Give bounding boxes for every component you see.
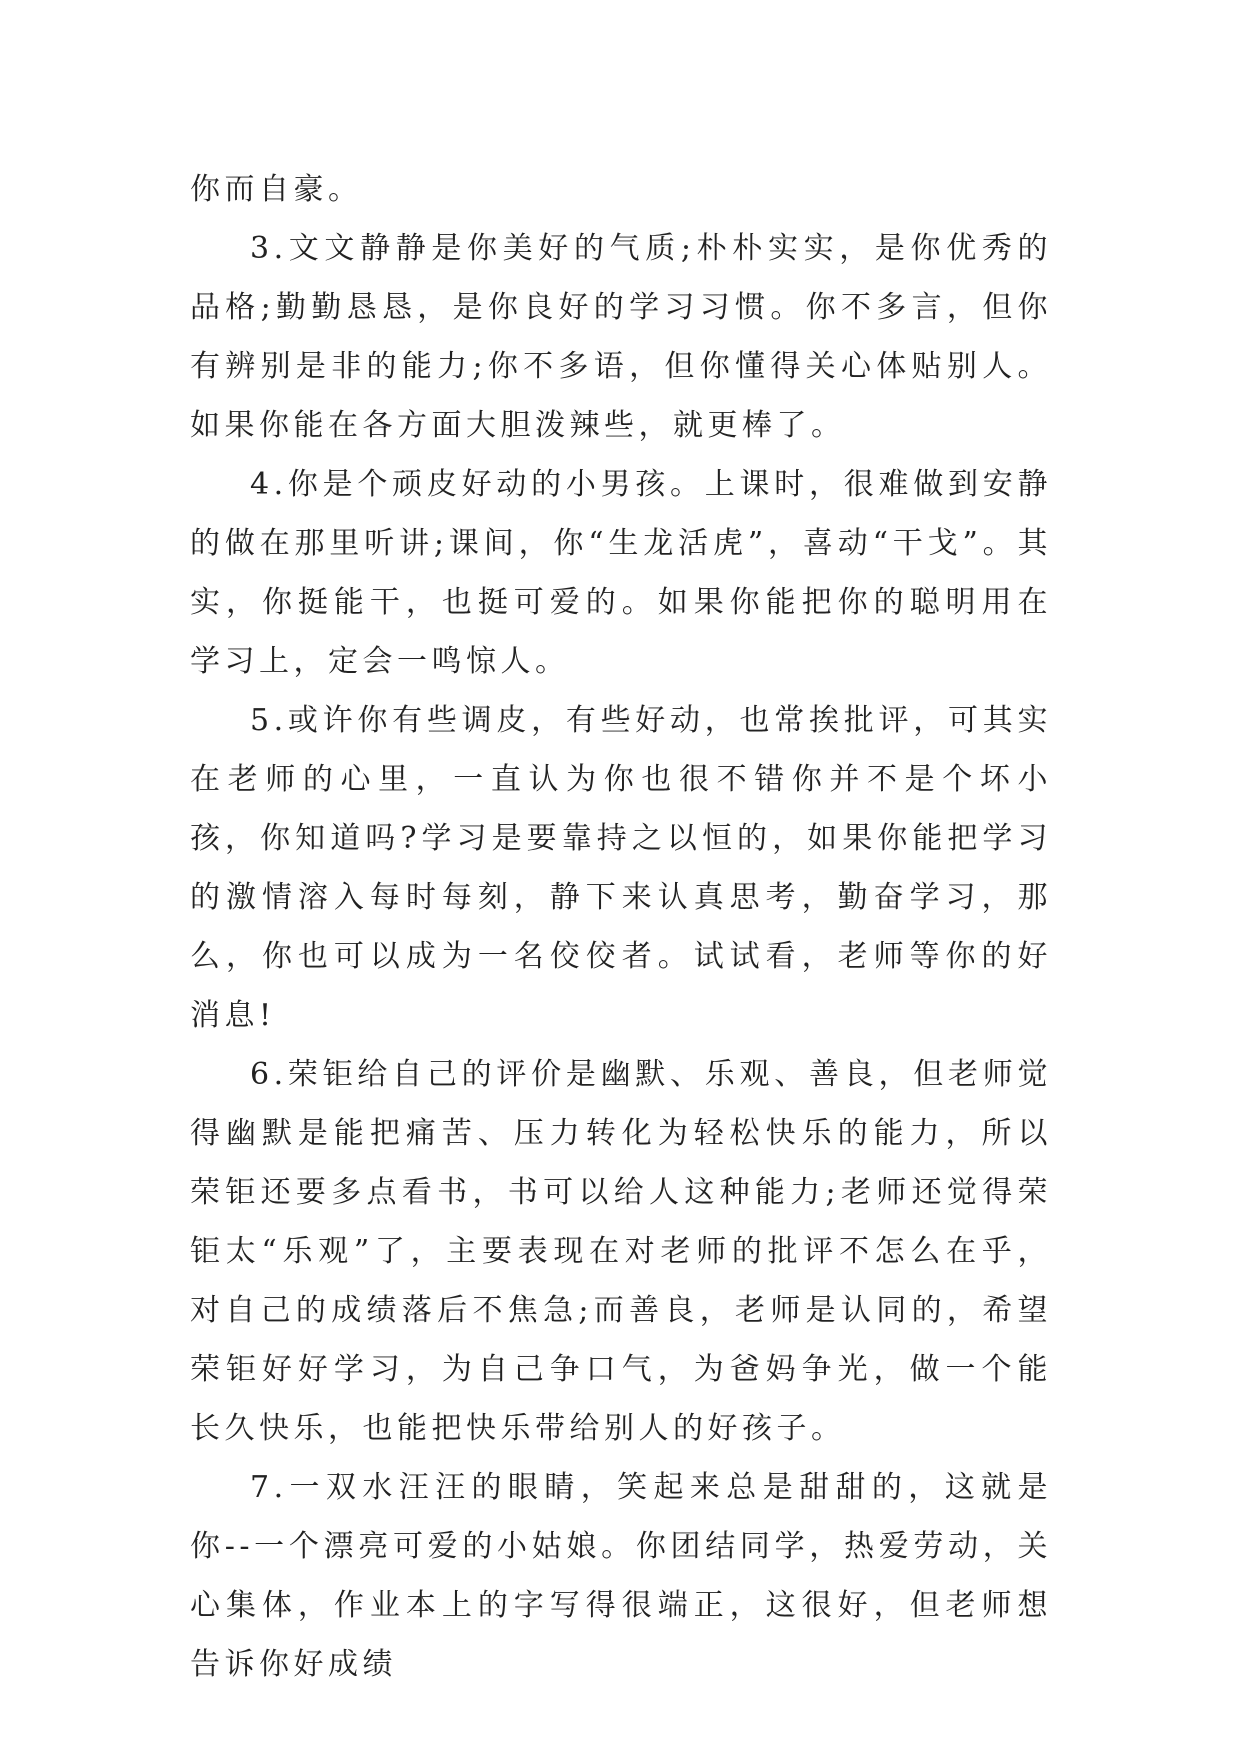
paragraph-item-6: 6.荣钜给自己的评价是幽默、乐观、善良，但老师觉得幽默是能把痛苦、压力转化为轻松快乐的能力，所以荣钜还要多点看书，书可以给人这种能力;老师还觉得荣钜太“乐观”了，主要表现在对老师的批评不怎么在乎，对自己的成绩落后不焦急;而善良，老师是认同的，希望荣钜好好学习，为自己争口气，为爸妈争光，做一个能长久快乐，也能把快乐带给别人的好孩子。	[190, 1057, 1052, 1446]
paragraph-item-3: 3.文文静静是你美好的气质;朴朴实实，是你优秀的品格;勤勤恳恳，是你良好的学习习惯。你不多言，但你有辨别是非的能力;你不多语，但你懂得关心体贴别人。如果你能在各方面大胆泼辣些，就更棒了。	[190, 231, 1052, 443]
paragraph-item-4: 4.你是个顽皮好动的小男孩。上课时，很难做到安静的做在那里听讲;课间，你“生龙活虎”，喜动“干戈”。其实，你挺能干，也挺可爱的。如果你能把你的聪明用在学习上，定会一鸣惊人。	[190, 467, 1052, 679]
paragraph-item-7: 7.一双水汪汪的眼睛，笑起来总是甜甜的，这就是你--一个漂亮可爱的小姑娘。你团结同学，热爱劳动，关心集体，作业本上的字写得很端正，这很好，但老师想告诉你好成绩	[190, 1470, 1052, 1682]
paragraph-item-5: 5.或许你有些调皮，有些好动，也常挨批评，可其实在老师的心里，一直认为你也很不错你并不是个坏小孩，你知道吗?学习是要靠持之以恒的，如果你能把学习的激情溶入每时每刻，静下来认真思考，勤奋学习，那么，你也可以成为一名佼佼者。试试看，老师等你的好消息!	[190, 703, 1052, 1033]
document-body	[190, 160, 1052, 1694]
paragraph-continuation: 你而自豪。	[190, 172, 363, 207]
